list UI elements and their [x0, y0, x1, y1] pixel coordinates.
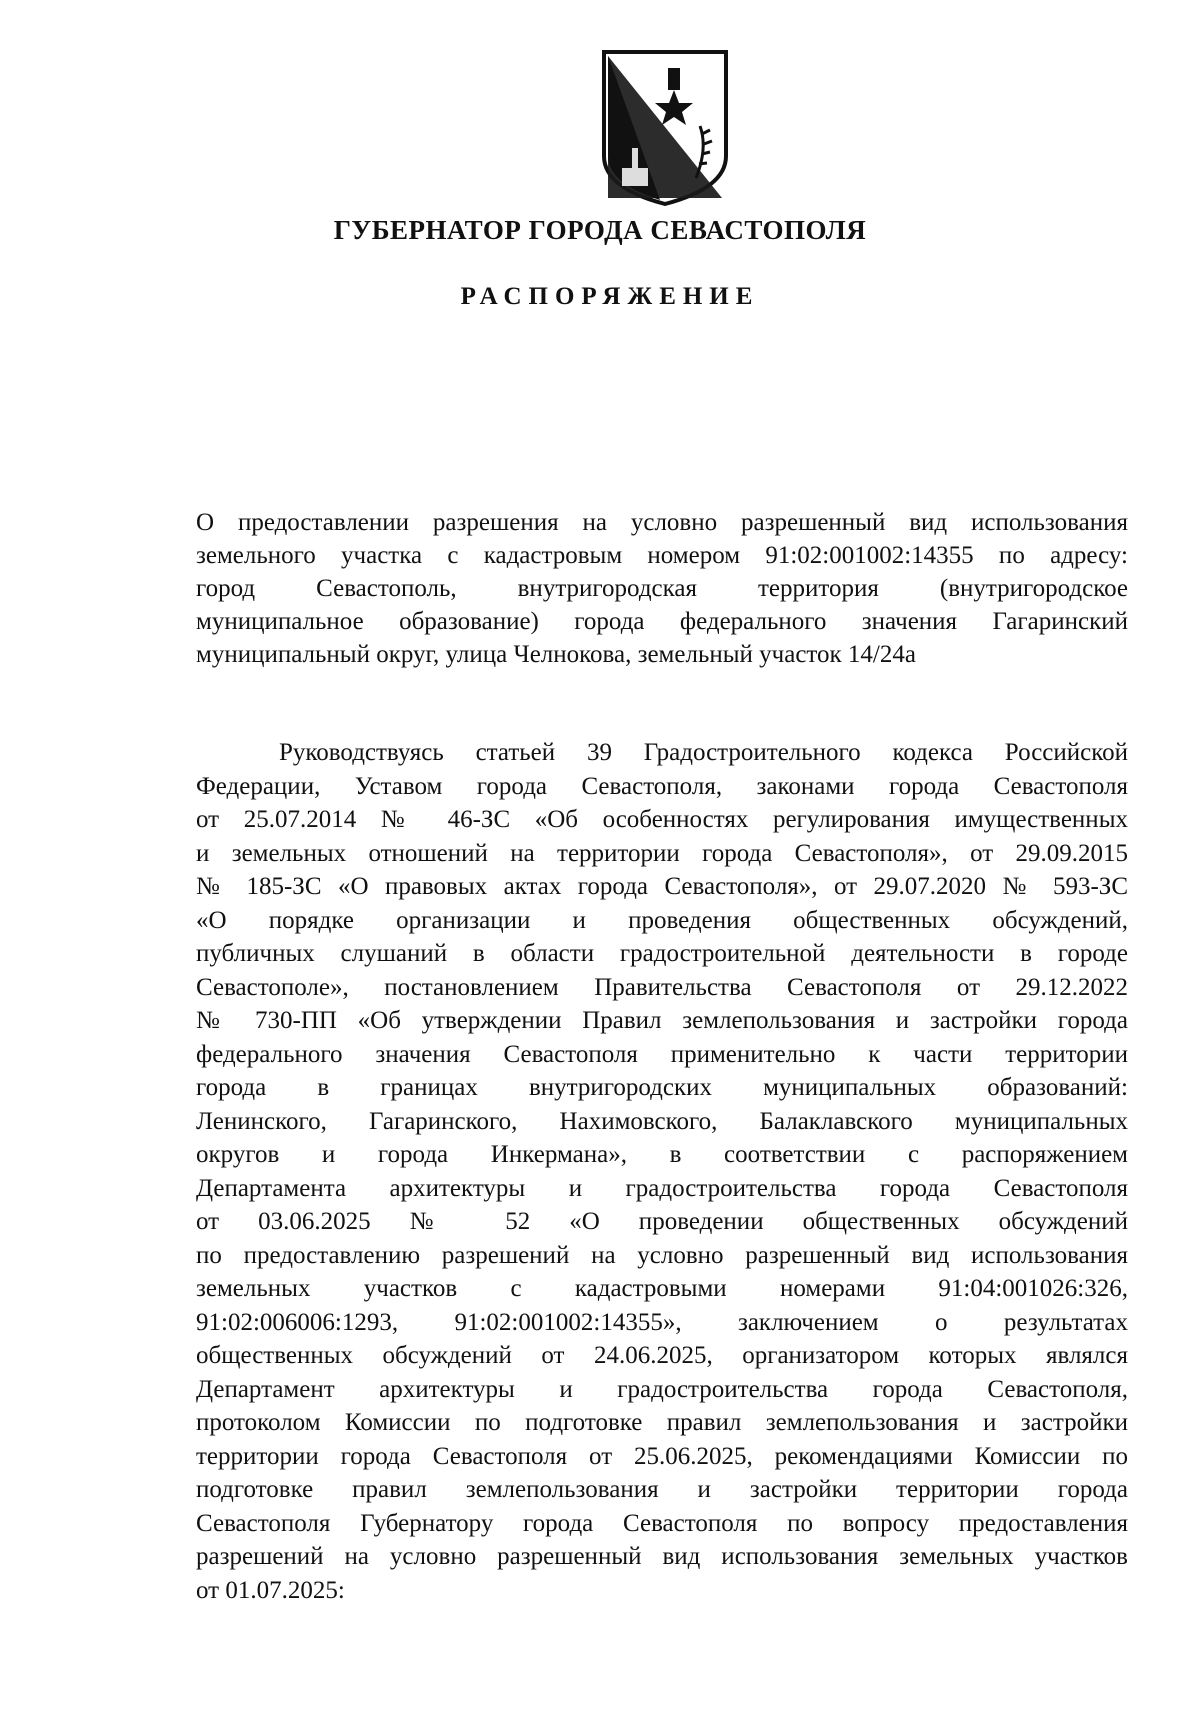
body-line: федерального значения Севастополя применительно к части территории	[196, 1040, 1128, 1068]
body-line: земельных участков с кадастровыми номерами 91:04:001026:326,	[196, 1275, 1128, 1302]
body-line: № 730-ПП «Об утверждении Правил землепользования и застройки города	[196, 1007, 1128, 1034]
body-line: «О порядке организации и проведения общественных обсуждений,	[196, 906, 1128, 934]
body-line: публичных слушаний в области градостроительной деятельности в городе	[196, 940, 1128, 967]
body-line: Федерации, Уставом города Севастополя, законами города Севастополя	[196, 772, 1128, 800]
body-line: Департамент архитектуры и градостроительства города Севастополя,	[196, 1375, 1128, 1403]
body-line: общественных обсуждений от 24.06.2025, организатором которых являлся	[196, 1342, 1128, 1369]
sevastopol-coat-of-arms-icon	[600, 48, 730, 208]
body-line: округов и города Инкермана», в соответствии с распоряжением	[196, 1141, 1128, 1168]
document-subject	[196, 506, 1128, 671]
body-line: № 185-ЗС «О правовых актах города Севастополя», от 29.07.2020 № 593-ЗС	[196, 873, 1128, 900]
body-line: по предоставлению разрешений на условно разрешенный вид использования	[196, 1241, 1128, 1269]
body-line: города в границах внутригородских муниципальных образований:	[196, 1074, 1128, 1101]
subject-line: муниципальное образование) города федерального значения Гагаринский	[196, 608, 1128, 635]
body-line: разрешений на условно разрешенный вид использования земельных участков	[196, 1543, 1128, 1570]
body-line: Руководствуясь статьей 39 Градостроительного кодекса Российской	[279, 739, 1128, 766]
body-line: Севастополе», постановлением Правительства Севастополя от 29.12.2022	[196, 973, 1128, 1001]
body-line: и земельных отношений на территории города Севастополя», от 29.09.2015	[196, 839, 1128, 867]
document-body	[196, 736, 1128, 1607]
body-line: Департамента архитектуры и градостроительства города Севастополя	[196, 1174, 1128, 1202]
body-line: Севастополя Губернатору города Севастополя по вопросу предоставления	[196, 1509, 1128, 1537]
subject-line: город Севастополь, внутригородская территория (внутригородское	[196, 575, 1128, 602]
body-line: от 25.07.2014 № 46-ЗС «Об особенностях регулирования имущественных	[196, 806, 1128, 833]
subject-line: муниципальный округ, улица Челнокова, земельный участок 14/24а	[196, 641, 916, 668]
issuing-authority: ГУБЕРНАТОР ГОРОДА СЕВАСТОПОЛЯ	[333, 215, 867, 245]
body-line: подготовке правил землепользования и застройки территории города	[196, 1476, 1128, 1503]
body-line: территории города Севастополя от 25.06.2025, рекомендациями Комиссии по	[196, 1442, 1128, 1470]
body-line: протоколом Комиссии по подготовке правил землепользования и застройки	[196, 1409, 1128, 1436]
body-line: от 03.06.2025 № 52 «О проведении общественных обсуждений	[196, 1208, 1128, 1235]
subject-line: земельного участка с кадастровым номером 91:02:001002:14355 по адресу:	[196, 542, 1128, 569]
body-line: Ленинского, Гагаринского, Нахимовского, Балаклавского муниципальных	[196, 1107, 1128, 1135]
body-line: 91:02:006006:1293, 91:02:001002:14355», заключением о результатах	[196, 1308, 1128, 1336]
document-type: РАСПОРЯЖЕНИЕ	[460, 283, 760, 310]
subject-line: О предоставлении разрешения на условно разрешенный вид использования	[196, 509, 1128, 536]
body-line: от 01.07.2025:	[196, 1576, 345, 1604]
